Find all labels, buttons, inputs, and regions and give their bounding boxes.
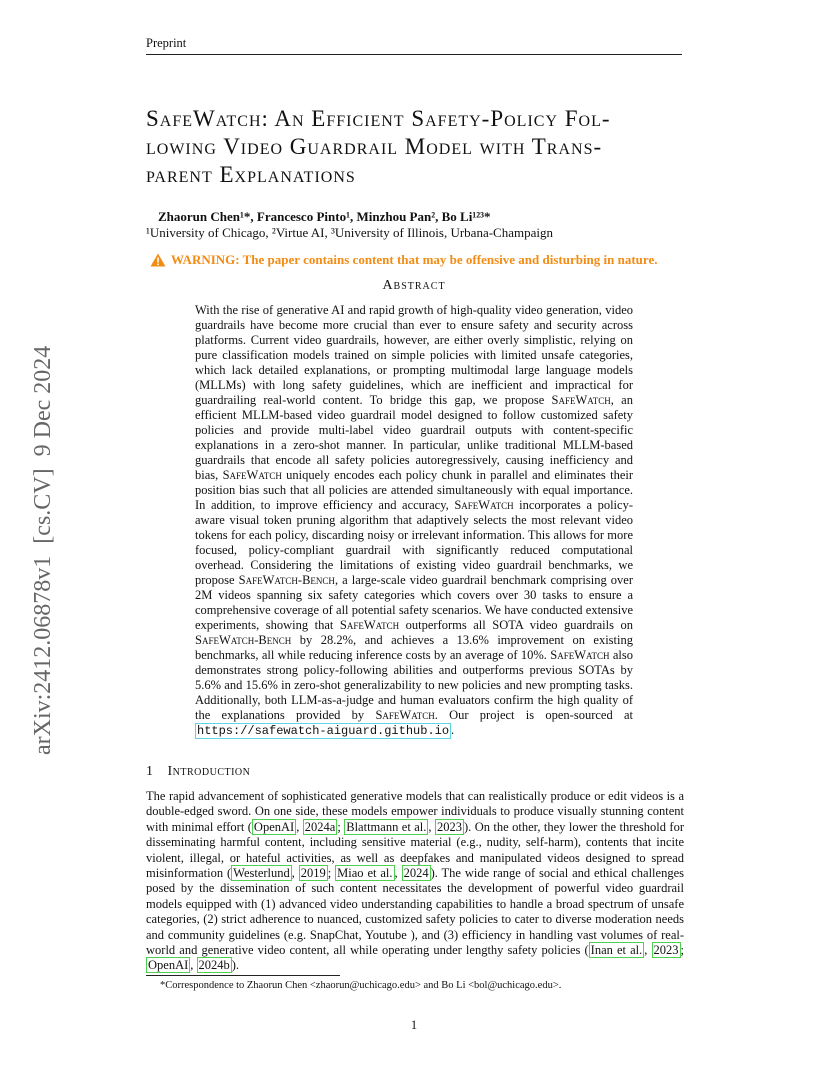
abstract-text: incorporates a policy-aware visual token pruning algorithm that adaptively selects the most relevant video tokens for each policy, discarding noisy or irrelevant information. This allows for more focused, policy-compliant guardrail with significantly reduced computational overhead. Considering the limitations of existing video guardrail benchmarks, we propose (195, 498, 633, 587)
abstract-heading: Abstract (382, 278, 446, 293)
brand-name: SafeWatch (222, 468, 282, 482)
benchmark-name: SafeWatch-Bench (238, 573, 335, 587)
running-header: Preprint (146, 36, 682, 55)
footnote-rule (146, 975, 340, 976)
warning-text: WARNING: The paper contains content that may be offensive and disturbing in nature. (171, 252, 658, 267)
introduction-paragraph: The rapid advancement of sophisticated generative models that can realistically produce or edit videos is a double-edged sword. On one side, these models empower individuals to produce visually stunning content with minimal effort ( OpenAI , 2024a ; Blattmann et al. , 2023 ). On the other, they lower the threshold for disseminating harmful content, including sensitive material (e.g., nudity, self-harm), contents that incite violent, illegal, or hateful activities, as well as deepfakes and manipulated videos designed to spread misinformation ( Westerlund , 2019 ; Miao et al. , 2024 ). The wide range of social and ethical challenges posed by the dissemination of such content necessitates the development of powerful video guardrail models equipped with (1) advanced video understanding capabilities to handle a broad spectrum of unsafe categories, (2) strict adherence to nuanced, customized safety policies to cater to diverse moderation needs and community guidelines (e.g. SnapChat, Youtube ), and (3) efficiency in handling vast volumes of real-world and generative video content, all while operating under lengthy safety policies ( Inan et al. , 2023 ; OpenAI , 2024b ). (146, 789, 685, 973)
abstract-text: , a large-scale video guardrail benchmark comprising over 2M videos spanning six safety categories which covers over 30 tasks to ensure a comprehensive coverage of all potential safety scenarios. We have conducted extensive experiments, showing that (195, 573, 633, 632)
citation-link[interactable]: Blattmann et al. (346, 819, 427, 834)
abstract-text: , an efficient MLLM-based video guardrail model designed to follow customized safety policies and provide multi-label video guardrail outputs with content-specific explanations in a zero-shot manner. In particular, unlike traditional MLLM-based guardrails that encode all safety policies autoregressively, causing inefficiency and bias, (195, 393, 633, 482)
warning-triangle-icon (150, 253, 166, 267)
author-names: Zhaorun Chen¹*, Francesco Pinto¹, Minzhou Pan², Bo Li¹²³* (158, 209, 491, 224)
content-warning (150, 252, 690, 268)
title-line-1: SafeWatch: An Efficient Safety-Policy Fol- (146, 106, 611, 131)
abstract-text: also demonstrates strong policy-following abilities and outperforms previous SOTAs by 5.6% and 15.6% in zero-shot generalizability to new policies and new prompting tasks. Additionally, both LLM-as-a-judge and human evaluators confirm the high quality of the explanations provided by (195, 648, 633, 722)
citation-link[interactable]: 2024b (198, 958, 230, 973)
citation-link[interactable]: OpenAI (148, 958, 189, 973)
intro-text: ). The wide range of social and ethical challenges posed by the dissemination of such content necessitates the development of powerful video guardrail models equipped with (1) advanced video understanding capabilities to handle a broad spectrum of unsafe categories, (2) strict adherence to nuanced, customized safety policies to cater to diverse moderation needs and community guidelines (e.g. SnapChat, Youtube ), and (3) efficiency in handling vast volumes of real-world and generative video content, all while operating under lengthy safety policies ( (146, 866, 684, 958)
brand-name: SafeWatch (375, 708, 435, 722)
citation-link[interactable]: 2019 (300, 866, 326, 881)
abstract-text: uniquely encodes each policy chunk in parallel and eliminates their position bias such that all policies are attended simultaneously with equal importance. In addition, to improve efficiency and accuracy, (195, 468, 633, 512)
arxiv-id: arXiv:2412.06878v1 [cs.CV] 9 Dec 2024 (30, 345, 56, 755)
citation-link[interactable]: 2023 (653, 943, 679, 958)
abstract-text: outperforms all SOTA video guardrails on (399, 618, 634, 632)
title-line-3: parent Explanations (146, 162, 356, 187)
intro-text: ). On the other, they lower the threshold for disseminating harmful content, including sensitive material (e.g., nudity, self-harm), contents that incite violent, illegal, or hateful activities, as well as deepfakes and manipulated videos designed to spread misinformation ( (146, 819, 685, 881)
project-url-link[interactable]: https://safewatch-aiguard.github.io (197, 724, 450, 738)
author-block (146, 209, 686, 241)
abstract-text: . Our project is open-sourced at (434, 708, 633, 722)
title-line-2: lowing Video Guardrail Model with Trans- (146, 134, 603, 159)
paper-title (146, 105, 691, 189)
citation-link[interactable]: Miao et al. (337, 866, 393, 881)
abstract-text: With the rise of generative AI and rapid growth of high-quality video generation, video guardrails have become more crucial than ever to ensure safety and security across platforms. Current video guardrails, however, are either overly simplistic, relying on pure classification models trained on simple policies with limited unsafe categories, which lack detailed explanations, or prompting multimodal large language models (MLLMs) with long safety guidelines, which are inefficient and impractical for guardrailing real-world content. To bridge this gap, we propose (195, 303, 633, 407)
section-title: Introduction (167, 764, 251, 779)
citation-link[interactable]: 2024 (403, 866, 429, 881)
brand-name: SafeWatch (550, 648, 610, 662)
abstract-text: . (451, 723, 455, 737)
brand-name: SafeWatch (339, 618, 400, 632)
abstract-body (195, 303, 633, 739)
citation-link[interactable]: Inan et al. (590, 943, 643, 958)
citation-link[interactable]: Westerlund (233, 866, 290, 881)
section-heading (146, 764, 682, 780)
page-number: 1 (410, 1018, 418, 1032)
intro-text: ). (231, 958, 240, 973)
author-affiliations: ¹University of Chicago, ²Virtue AI, ³University of Illinois, Urbana-Champaign (146, 225, 553, 240)
citation-link[interactable]: OpenAI (253, 819, 295, 834)
benchmark-name: SafeWatch-Bench (195, 633, 292, 647)
arxiv-sidebar-stamp (20, 290, 60, 760)
section-number: 1 (146, 764, 154, 779)
brand-name: SafeWatch (454, 498, 514, 512)
footnote: *Correspondence to Zhaorun Chen <zhaorun@uchicago.edu> and Bo Li <bol@uchicago.edu>. (160, 980, 562, 991)
brand-name: SafeWatch (551, 393, 611, 407)
intro-text: The rapid advancement of sophisticated generative models that can realistically produce or edit videos is a double-edged sword. On one side, these models empower individuals to produce visually stunning content with minimal effort ( (146, 789, 684, 834)
citation-link[interactable]: 2024a (304, 819, 336, 834)
abstract-text: by 28.2%, and achieves a 13.6% improvement on existing benchmarks, all while reducing inference costs by an average of 10%. (195, 633, 633, 662)
citation-link[interactable]: 2023 (436, 819, 462, 834)
